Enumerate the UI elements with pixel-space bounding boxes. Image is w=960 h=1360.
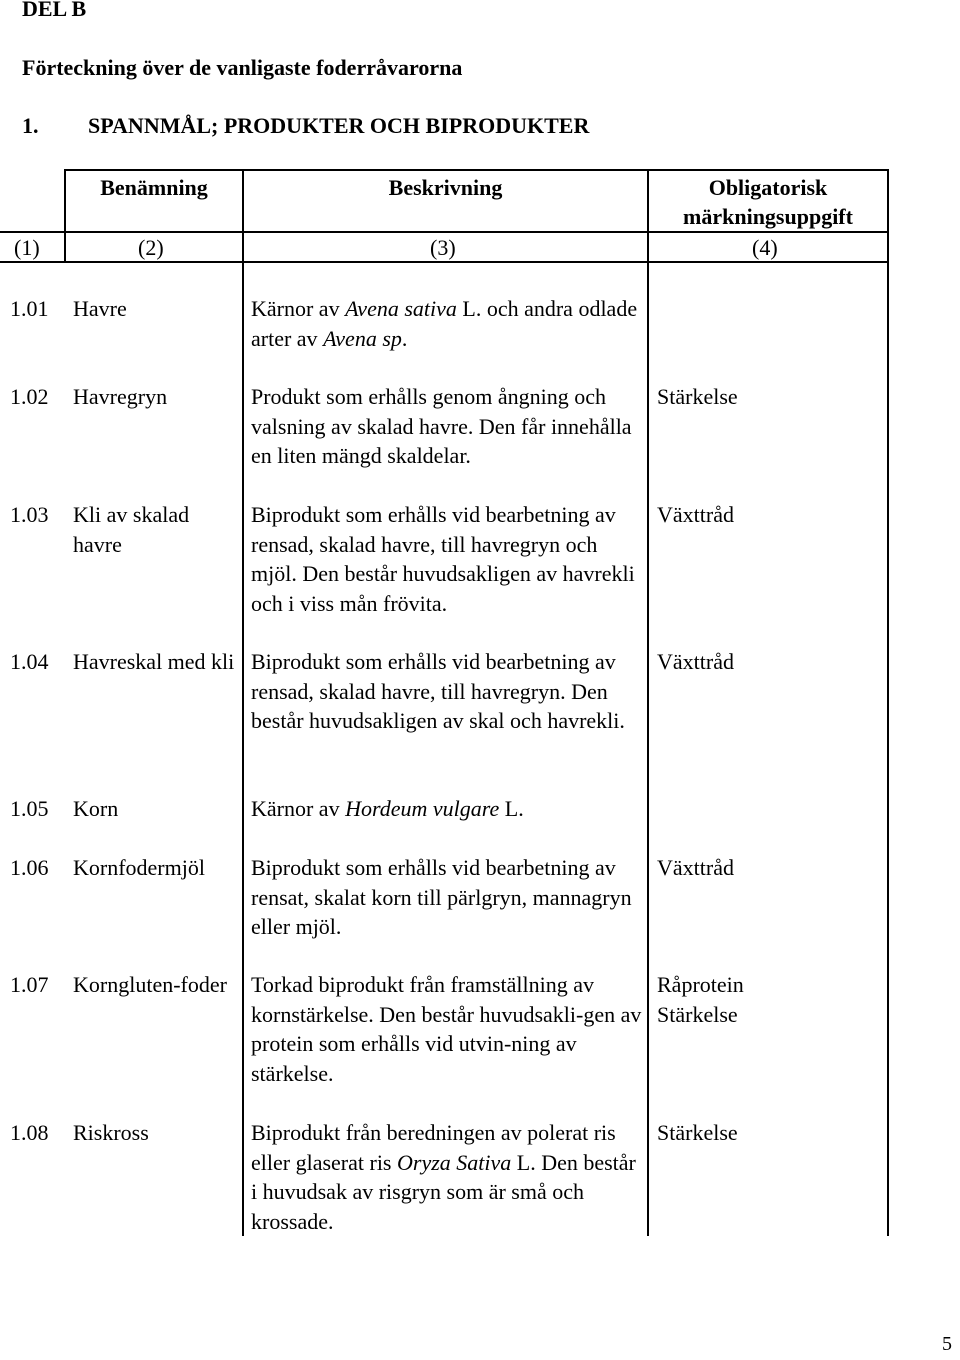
- column-number-3: (3): [430, 235, 456, 260]
- section-heading: [22, 113, 589, 139]
- row-marking: [657, 1118, 882, 1148]
- header-label-line1: Obligatorisk: [708, 175, 828, 200]
- row-marking: [657, 853, 882, 883]
- row-marking: [657, 500, 882, 530]
- species-name: Avena sativa: [345, 296, 457, 321]
- row-number: 1.05: [10, 796, 49, 821]
- header-label: [649, 173, 887, 231]
- row-name: Havregryn: [73, 384, 168, 409]
- section-title: SPANNMÅL; PRODUKTER OCH BIPRODUKTER: [88, 113, 590, 138]
- row-number: 1.03: [10, 502, 49, 527]
- row-description: Biprodukt som erhålls vid bearbetning av rensad, skalad havre, till havregryn och mjöl. Den består huvudsakligen av havrekli och i viss mån frövita.: [251, 502, 635, 616]
- row-name: Riskross: [73, 1120, 149, 1145]
- table-top-border: [64, 169, 889, 171]
- row-description: Biprodukt från beredningen av polerat ris eller glaserat ris Oryza Sativa L. Den består i huvudsak av risgryn som är små och krossade.: [251, 1120, 636, 1234]
- row-name: Havreskal med kli: [73, 649, 235, 674]
- vline-desc: [647, 169, 649, 1236]
- page-number: 5: [942, 1333, 952, 1355]
- marking-item: Stärkelse: [657, 384, 738, 409]
- marking-item: Råprotein: [657, 972, 744, 997]
- part-heading: DEL B: [22, 0, 87, 21]
- row-name: Kornfodermjöl: [73, 855, 205, 880]
- row-name: Kli av skalad havre: [73, 502, 190, 557]
- row-description: Produkt som erhålls genom ångning och valsning av skalad havre. Den får innehålla en liten mängd skaldelar.: [251, 384, 632, 468]
- species-name: Avena sp: [323, 325, 402, 351]
- row-name: Korn: [73, 796, 119, 821]
- section-number: 1.: [22, 113, 39, 138]
- row-marking: [657, 647, 882, 677]
- row-number: 1.06: [10, 855, 49, 880]
- vline-name: [242, 169, 244, 1236]
- vline-right: [887, 169, 889, 1236]
- row-marking: [657, 382, 882, 412]
- row-number: 1.08: [10, 1120, 49, 1145]
- row-number: 1.07: [10, 972, 49, 997]
- header-label-line2: märkningsuppgift: [683, 204, 853, 229]
- row-name: Korngluten-foder: [73, 972, 227, 997]
- row-number: 1.02: [10, 384, 49, 409]
- marking-item: Växttråd: [657, 649, 734, 674]
- marking-item: Växttråd: [657, 502, 734, 527]
- column-number-1: (1): [14, 235, 40, 260]
- document-title: Förteckning över de vanligaste foderråvarorna: [22, 55, 463, 80]
- row-number: 1.01: [10, 296, 49, 321]
- column-number-4: (4): [752, 235, 778, 260]
- header-description: Beskrivning: [388, 175, 503, 200]
- row-description: Biprodukt som erhålls vid bearbetning av rensat, skalat korn till pärlgryn, mannagryn eller mjöl.: [251, 855, 632, 939]
- marking-item: Växttråd: [657, 855, 734, 880]
- row-number: 1.04: [10, 649, 49, 674]
- marking-item: Stärkelse: [657, 1001, 738, 1027]
- row-name: Havre: [73, 296, 127, 321]
- header-name: Benämning: [100, 175, 208, 200]
- row-description: Kärnor av Hordeum vulgare L.: [251, 796, 524, 821]
- row-description: Torkad biprodukt från framställning av kornstärkelse. Den består huvudsakli-gen av protein som erhålls vid utvin-ning av stärkelse.: [251, 972, 642, 1086]
- row-description: Biprodukt som erhålls vid bearbetning av rensad, skalad havre, till havregryn. Den består huvudsakligen av skal och havrekli.: [251, 649, 625, 733]
- species-name: Oryza Sativa: [397, 1149, 512, 1175]
- row-marking: [657, 970, 882, 1029]
- species-name: Hordeum vulgare: [345, 796, 500, 821]
- row-description: Kärnor av Avena sativa L. och andra odlade arter av Avena sp.: [251, 296, 638, 351]
- column-number-2: (2): [138, 235, 164, 260]
- marking-item: Stärkelse: [657, 1120, 738, 1145]
